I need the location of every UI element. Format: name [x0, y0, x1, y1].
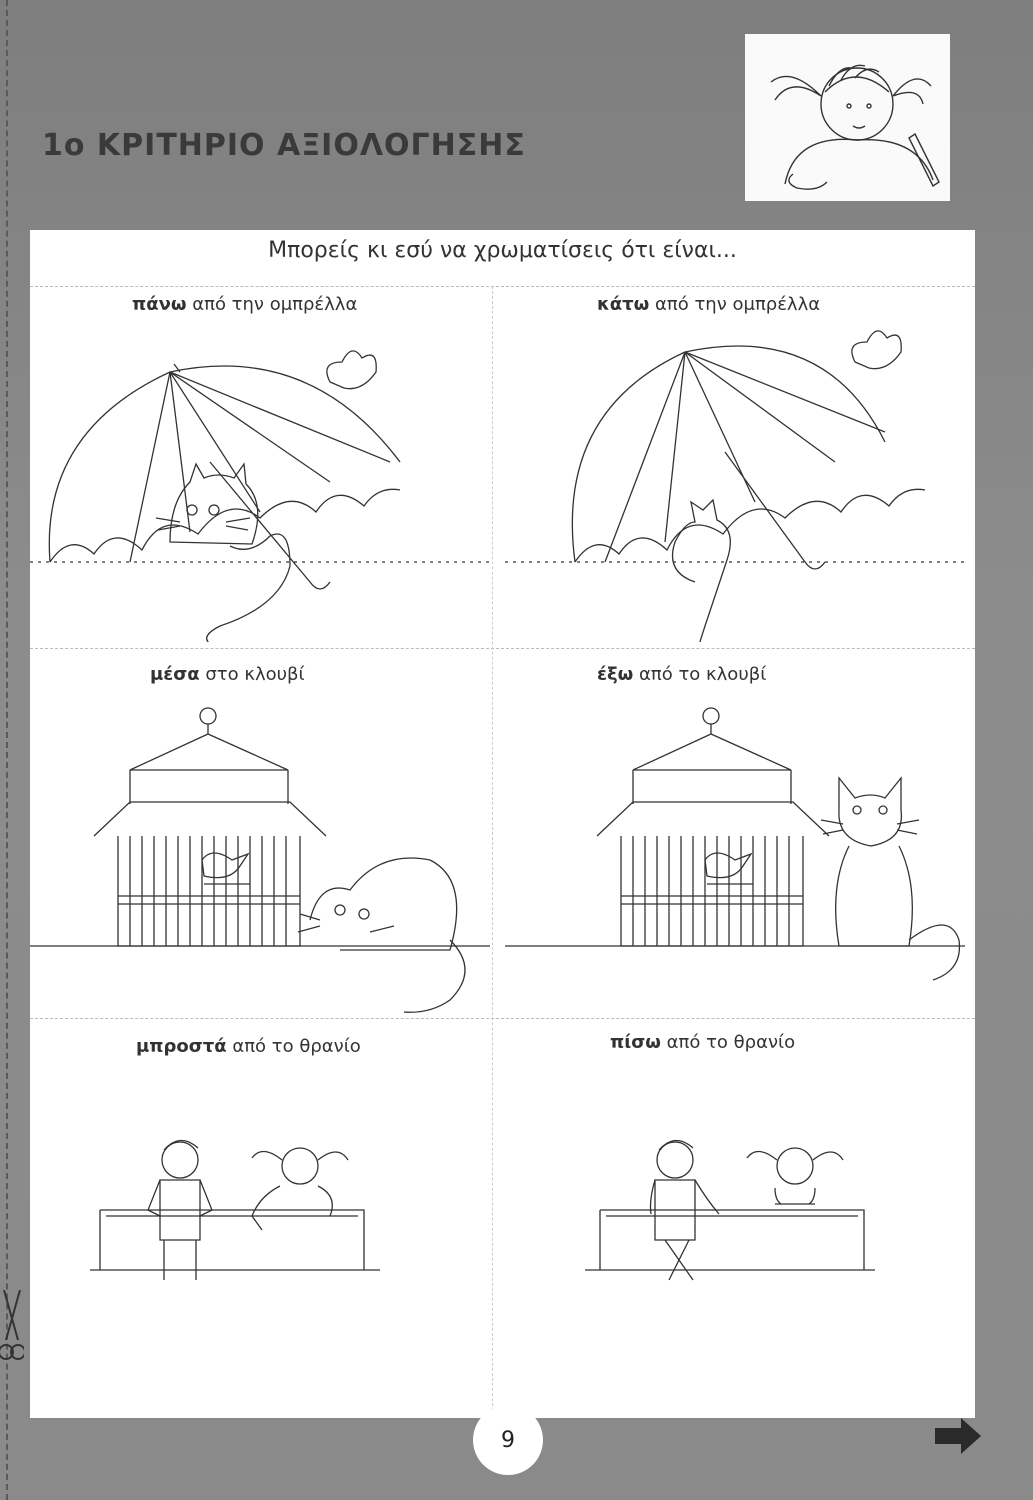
divider	[492, 286, 493, 1416]
label-above-umbrella	[132, 294, 357, 315]
page-number: 9	[473, 1405, 543, 1475]
scissors-icon	[0, 1290, 24, 1374]
label-rest: στο κλουβί	[199, 664, 305, 685]
label-rest: από την ομπρέλλα	[186, 294, 358, 315]
label-outside-cage	[597, 664, 766, 685]
divider	[30, 286, 975, 287]
worksheet-instruction: Μπορείς κι εσύ να χρωματίσεις ότι είναι...	[268, 238, 737, 263]
umbrella-cat-drawing	[505, 322, 965, 642]
label-keyword: πάνω	[132, 294, 187, 315]
birdcage-cat-drawing	[505, 700, 965, 1018]
children-desk-drawing	[30, 1110, 490, 1310]
arrow-right-icon[interactable]	[935, 1418, 981, 1458]
children-desk-drawing	[505, 1110, 965, 1310]
divider	[30, 648, 975, 649]
label-keyword: πίσω	[610, 1032, 661, 1053]
label-in-front-of-desk	[136, 1036, 361, 1057]
girl-drawing-icon	[745, 34, 950, 201]
label-keyword: μπροστά	[136, 1036, 227, 1057]
label-below-umbrella	[597, 294, 820, 315]
page-title: 1ο ΚΡΙΤΗΡΙΟ ΑΞΙΟΛΟΓΗΣΗΣ	[42, 128, 526, 163]
birdcage-cat-drawing	[30, 700, 490, 1018]
worksheet	[30, 230, 975, 1418]
umbrella-cat-drawing	[30, 322, 490, 642]
cut-line	[6, 0, 8, 1500]
label-rest: από την ομπρέλλα	[649, 294, 821, 315]
label-keyword: έξω	[597, 664, 634, 685]
divider	[30, 1018, 975, 1019]
label-inside-cage	[150, 664, 305, 685]
label-keyword: κάτω	[597, 294, 650, 315]
label-rest: από το θρανίο	[660, 1032, 796, 1053]
label-rest: από το θρανίο	[226, 1036, 361, 1057]
label-rest: από το κλουβί	[633, 664, 767, 685]
label-keyword: μέσα	[150, 664, 200, 685]
label-behind-desk	[610, 1032, 795, 1053]
mascot-illustration	[745, 34, 950, 201]
